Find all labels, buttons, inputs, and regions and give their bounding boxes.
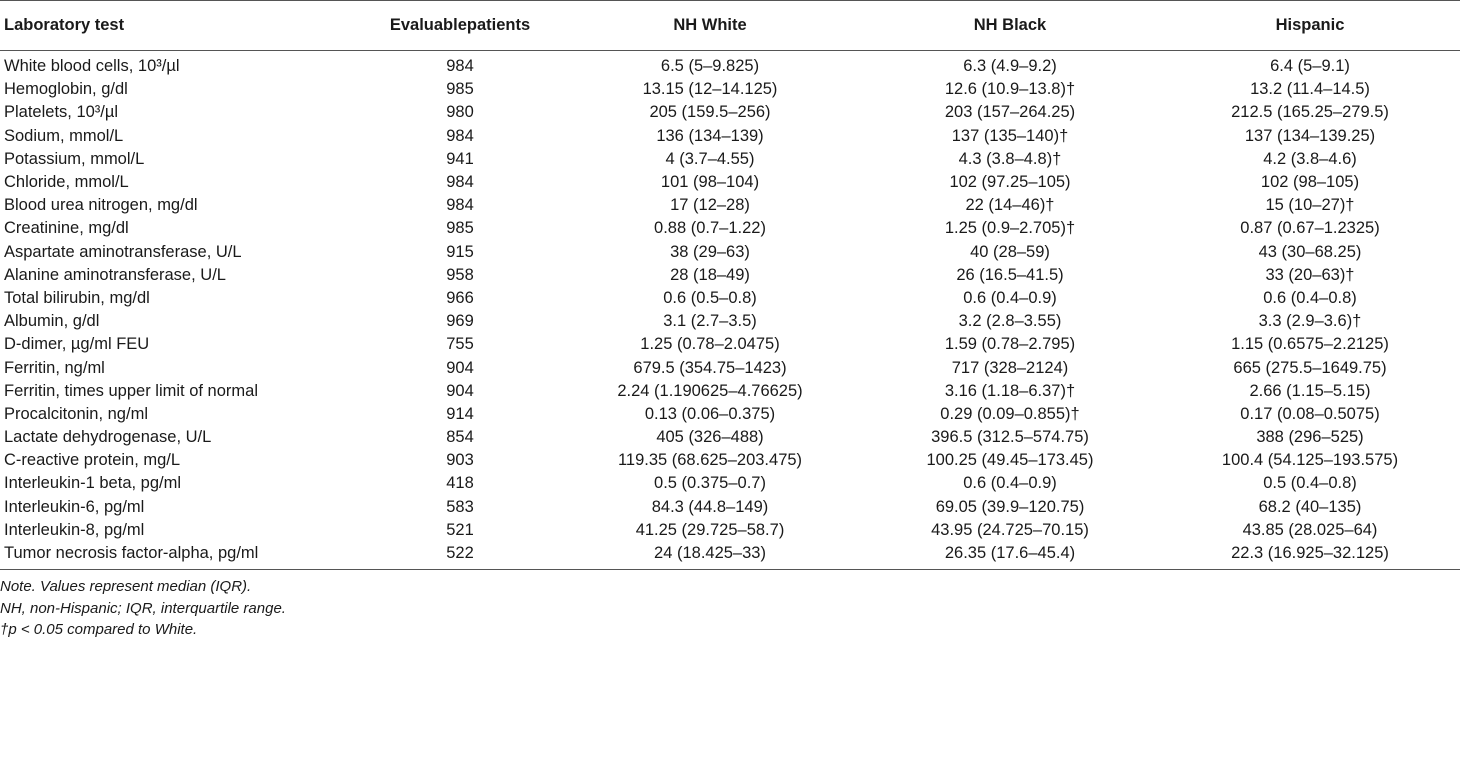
cell-laboratory-test: White blood cells, 10³/µl	[4, 57, 180, 76]
table-body	[0, 51, 1460, 570]
cell-nh-black: 203 (157–264.25)	[944, 103, 1076, 122]
cell-hispanic: 100.4 (54.125–193.575)	[1221, 451, 1399, 470]
cell-nh-white: 0.5 (0.375–0.7)	[654, 474, 766, 493]
cell-nh-black: 40 (28–59)	[970, 242, 1050, 261]
cell-hispanic: 1.15 (0.6575–2.2125)	[1231, 335, 1389, 354]
cell-nh-white: 28 (18–49)	[670, 265, 750, 284]
table-row	[0, 519, 1460, 542]
cell-laboratory-test: Blood urea nitrogen, mg/dl	[4, 196, 198, 215]
cell-evaluable-patients: 904	[446, 358, 474, 377]
header-evaluable-patients: Evaluablepatients	[360, 1, 560, 51]
cell-nh-black: 26 (16.5–41.5)	[956, 265, 1064, 284]
table-row	[0, 101, 1460, 124]
cell-evaluable-patients: 984	[446, 126, 474, 145]
cell-nh-white: 136 (134–139)	[656, 126, 764, 145]
cell-nh-white: 6.5 (5–9.825)	[660, 57, 760, 76]
note-values: Note. Values represent median (IQR).	[0, 578, 252, 596]
cell-hispanic: 13.2 (11.4–14.5)	[1250, 80, 1370, 99]
cell-laboratory-test: Potassium, mmol/L	[4, 149, 145, 168]
cell-nh-white: 13.15 (12–14.125)	[642, 80, 778, 99]
cell-hispanic: 4.2 (3.8–4.6)	[1263, 149, 1357, 168]
cell-hispanic: 15 (10–27)†	[1265, 196, 1355, 215]
cell-nh-white: 405 (326–488)	[656, 428, 764, 447]
table-header	[0, 1, 1460, 51]
table-row	[0, 542, 1460, 570]
cell-nh-black: 43.95 (24.725–70.15)	[931, 520, 1089, 539]
table-row	[0, 403, 1460, 426]
cell-nh-white: 2.24 (1.190625–4.76625)	[617, 381, 803, 400]
cell-hispanic: 212.5 (165.25–279.5)	[1231, 103, 1389, 122]
cell-laboratory-test: Chloride, mmol/L	[4, 173, 129, 192]
cell-nh-white: 24 (18.425–33)	[560, 542, 860, 570]
cell-laboratory-test: Creatinine, mg/dl	[4, 219, 129, 238]
header-hispanic: Hispanic	[1160, 1, 1460, 51]
cell-evaluable-patients: 985	[446, 80, 474, 99]
cell-laboratory-test: C-reactive protein, mg/L	[4, 451, 181, 470]
table-row	[0, 449, 1460, 472]
cell-evaluable-patients: 903	[446, 451, 474, 470]
table-row	[0, 356, 1460, 379]
cell-hispanic: 102 (98–105)	[1260, 173, 1360, 192]
cell-laboratory-test: Sodium, mmol/L	[4, 126, 124, 145]
table-row	[0, 310, 1460, 333]
cell-hispanic: 43.85 (28.025–64)	[1242, 520, 1378, 539]
table-row	[0, 78, 1460, 101]
cell-hispanic: 3.3 (2.9–3.6)†	[1258, 312, 1362, 331]
cell-evaluable-patients: 969	[446, 312, 474, 331]
table-row	[0, 287, 1460, 310]
cell-nh-white: 101 (98–104)	[660, 173, 760, 192]
cell-laboratory-test: D-dimer, µg/ml FEU	[4, 335, 150, 354]
cell-nh-white: 17 (12–28)	[670, 196, 750, 215]
note-significance: †p < 0.05 compared to White.	[0, 621, 198, 639]
cell-nh-black: 22 (14–46)†	[965, 196, 1055, 215]
cell-evaluable-patients: 854	[446, 428, 474, 447]
cell-evaluable-patients: 418	[446, 474, 474, 493]
table-notes	[0, 576, 1460, 641]
header-row	[0, 1, 1460, 51]
cell-evaluable-patients: 521	[446, 520, 474, 539]
cell-nh-black: 717 (328–2124)	[951, 358, 1069, 377]
note-abbreviations: NH, non-Hispanic; IQR, interquartile range.	[0, 599, 286, 617]
table-row	[0, 125, 1460, 148]
cell-nh-white: 4 (3.7–4.55)	[665, 149, 755, 168]
cell-nh-black: 69.05 (39.9–120.75)	[935, 497, 1085, 516]
cell-nh-black: 3.16 (1.18–6.37)†	[944, 381, 1076, 400]
header-nh-white: NH White	[560, 1, 860, 51]
cell-laboratory-test: Total bilirubin, mg/dl	[4, 288, 150, 307]
cell-evaluable-patients: 980	[446, 103, 474, 122]
table-row	[0, 333, 1460, 356]
cell-laboratory-test: Platelets, 10³/µl	[4, 103, 119, 122]
cell-evaluable-patients: 914	[446, 404, 474, 423]
table-row	[0, 171, 1460, 194]
table-row	[0, 217, 1460, 240]
cell-nh-white: 38 (29–63)	[670, 242, 750, 261]
cell-hispanic: 0.87 (0.67–1.2325)	[1240, 219, 1380, 238]
cell-nh-black: 26.35 (17.6–45.4)	[860, 542, 1160, 570]
cell-hispanic: 137 (134–139.25)	[1244, 126, 1376, 145]
cell-laboratory-test: Ferritin, ng/ml	[4, 358, 105, 377]
cell-hispanic: 33 (20–63)†	[1265, 265, 1355, 284]
cell-laboratory-test: Interleukin-8, pg/ml	[4, 520, 145, 539]
header-nh-black: NH Black	[860, 1, 1160, 51]
cell-nh-black: 0.29 (0.09–0.855)†	[940, 404, 1080, 423]
cell-nh-white: 0.13 (0.06–0.375)	[644, 404, 776, 423]
cell-hispanic: 665 (275.5–1649.75)	[1233, 358, 1387, 377]
table-row	[0, 380, 1460, 403]
cell-laboratory-test: Aspartate aminotransferase, U/L	[4, 242, 242, 261]
cell-nh-black: 137 (135–140)†	[951, 126, 1069, 145]
cell-laboratory-test: Procalcitonin, ng/ml	[4, 404, 148, 423]
cell-nh-white: 0.6 (0.5–0.8)	[663, 288, 757, 307]
cell-evaluable-patients: 966	[446, 288, 474, 307]
cell-laboratory-test: Hemoglobin, g/dl	[4, 80, 128, 99]
cell-laboratory-test: Tumor necrosis factor-alpha, pg/ml	[0, 542, 360, 570]
cell-hispanic: 6.4 (5–9.1)	[1270, 57, 1350, 76]
cell-laboratory-test: Interleukin-1 beta, pg/ml	[4, 474, 182, 493]
table-row	[0, 496, 1460, 519]
cell-laboratory-test: Alanine aminotransferase, U/L	[4, 265, 226, 284]
cell-evaluable-patients: 958	[446, 265, 474, 284]
table-row	[0, 51, 1460, 79]
table-row	[0, 241, 1460, 264]
cell-laboratory-test: Albumin, g/dl	[4, 312, 100, 331]
cell-nh-black: 102 (97.25–105)	[949, 173, 1071, 192]
cell-nh-black: 1.59 (0.78–2.795)	[944, 335, 1076, 354]
cell-laboratory-test: Ferritin, times upper limit of normal	[4, 381, 258, 400]
cell-evaluable-patients: 984	[446, 57, 474, 76]
header-laboratory-test: Laboratory test	[0, 1, 360, 51]
cell-hispanic: 68.2 (40–135)	[1258, 497, 1362, 516]
table-row	[0, 148, 1460, 171]
table-row	[0, 264, 1460, 287]
cell-nh-white: 119.35 (68.625–203.475)	[617, 451, 803, 470]
cell-evaluable-patients: 915	[446, 242, 474, 261]
cell-evaluable-patients: 984	[446, 196, 474, 215]
cell-hispanic: 2.66 (1.15–5.15)	[1249, 381, 1371, 400]
cell-hispanic: 0.17 (0.08–0.5075)	[1240, 404, 1380, 423]
cell-nh-black: 3.2 (2.8–3.55)	[958, 312, 1062, 331]
cell-hispanic: 0.6 (0.4–0.8)	[1263, 288, 1357, 307]
table-row	[0, 472, 1460, 495]
cell-nh-black: 100.25 (49.45–173.45)	[926, 451, 1094, 470]
cell-nh-black: 0.6 (0.4–0.9)	[963, 288, 1057, 307]
cell-nh-white: 679.5 (354.75–1423)	[633, 358, 787, 377]
cell-nh-black: 12.6 (10.9–13.8)†	[944, 80, 1076, 99]
cell-nh-black: 1.25 (0.9–2.705)†	[944, 219, 1076, 238]
cell-evaluable-patients: 985	[446, 219, 474, 238]
cell-laboratory-test: Lactate dehydrogenase, U/L	[4, 428, 212, 447]
cell-hispanic: 22.3 (16.925–32.125)	[1160, 542, 1460, 570]
cell-hispanic: 388 (296–525)	[1256, 428, 1364, 447]
cell-evaluable-patients: 904	[446, 381, 474, 400]
cell-nh-black: 4.3 (3.8–4.8)†	[958, 149, 1062, 168]
cell-nh-white: 84.3 (44.8–149)	[651, 497, 769, 516]
cell-nh-black: 0.6 (0.4–0.9)	[963, 474, 1057, 493]
cell-evaluable-patients: 522	[360, 542, 560, 570]
cell-nh-white: 3.1 (2.7–3.5)	[663, 312, 757, 331]
cell-hispanic: 43 (30–68.25)	[1258, 242, 1362, 261]
cell-evaluable-patients: 583	[446, 497, 474, 516]
cell-nh-white: 0.88 (0.7–1.22)	[654, 219, 766, 238]
table-row	[0, 426, 1460, 449]
cell-evaluable-patients: 941	[446, 149, 474, 168]
cell-nh-black: 396.5 (312.5–574.75)	[931, 428, 1089, 447]
cell-nh-white: 205 (159.5–256)	[649, 103, 771, 122]
cell-evaluable-patients: 755	[446, 335, 474, 354]
cell-nh-white: 1.25 (0.78–2.0475)	[640, 335, 780, 354]
cell-nh-white: 41.25 (29.725–58.7)	[635, 520, 785, 539]
table-row	[0, 194, 1460, 217]
cell-hispanic: 0.5 (0.4–0.8)	[1263, 474, 1357, 493]
cell-evaluable-patients: 984	[446, 173, 474, 192]
cell-laboratory-test: Interleukin-6, pg/ml	[4, 497, 145, 516]
cell-nh-black: 6.3 (4.9–9.2)	[963, 57, 1057, 76]
